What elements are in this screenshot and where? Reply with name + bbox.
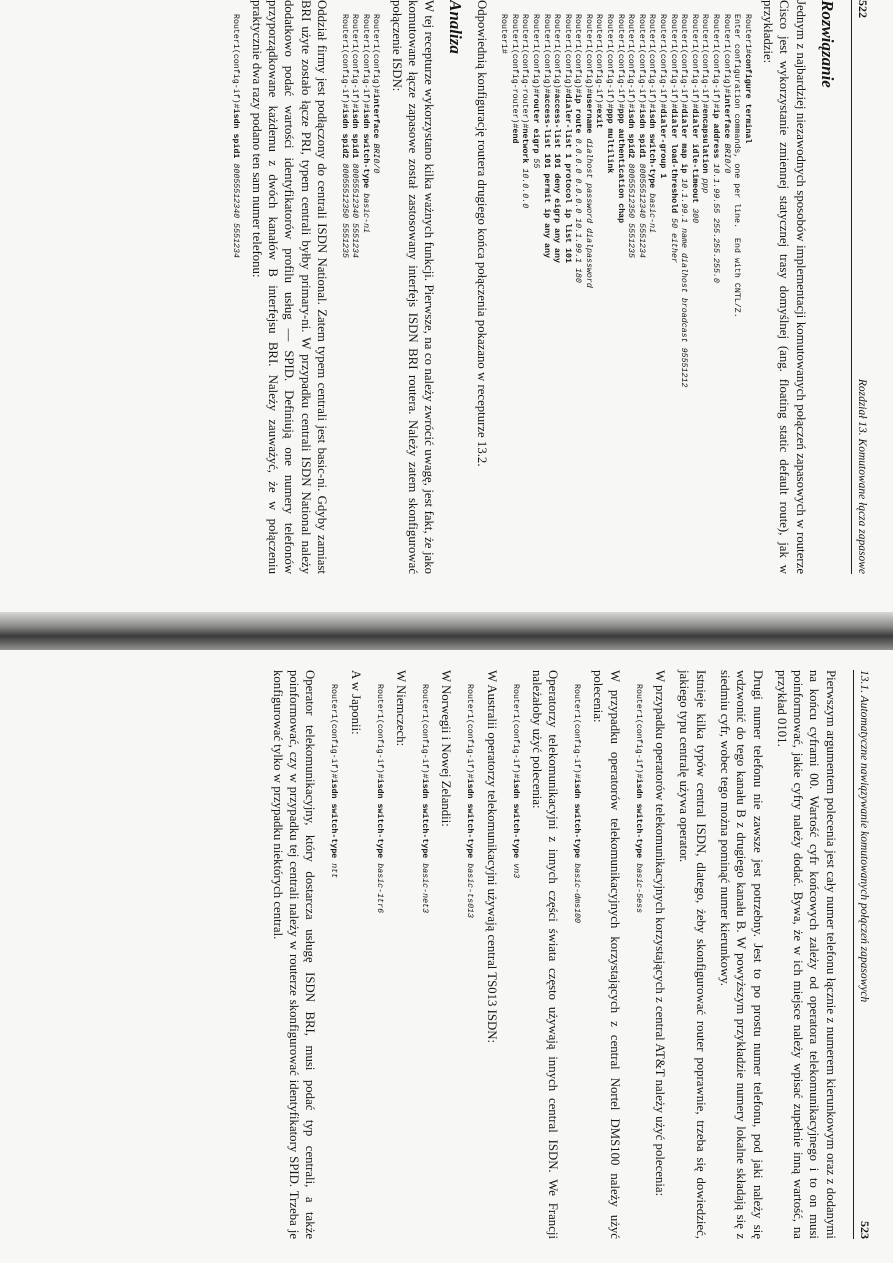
code-nortel: [571, 684, 582, 1239]
config-listing: [498, 14, 752, 574]
config-line: [731, 14, 742, 574]
code-cmd: access-list 101 permit ip any any: [541, 93, 551, 258]
code-prompt: Router1(config-if)#: [668, 14, 678, 109]
switch-type-line: [510, 684, 521, 1239]
isdn-line: [359, 14, 370, 574]
left-page: [0, 0, 893, 618]
code-prompt: Router1(config-if)#: [711, 14, 721, 109]
right-page-number: 523: [858, 1221, 872, 1239]
code-prompt: Router1(config-if)#: [633, 684, 643, 779]
code-arg: basic-ts013: [465, 858, 475, 919]
code-prompt: Router1(config)#: [573, 14, 583, 94]
code-prompt: Router1(config-if)#: [689, 14, 699, 109]
config-line: [699, 14, 710, 574]
code-cmd: dialer load-threshold: [668, 108, 678, 214]
isdn-listing: [338, 14, 380, 574]
code-prompt: Enter configuration commands, one per line. End with CNTL/Z.: [732, 14, 742, 318]
code-prompt: Router1(config)#: [371, 14, 381, 94]
config-line: [561, 14, 572, 574]
code-cmd: isdn switch-type: [647, 108, 657, 189]
code-prompt: Router1(config-router)#: [520, 14, 530, 129]
code-arg: BRI0/0: [721, 138, 731, 174]
config-line: [551, 14, 562, 574]
code-arg: 80055512350 5551235: [626, 158, 636, 258]
code-arg: 80055512340 5551234: [230, 158, 240, 258]
code-arg: vn3: [510, 858, 520, 879]
code-arg: ntt: [329, 858, 339, 879]
isdn-line: [370, 14, 381, 574]
code-prompt: Router1(config-if)#: [419, 684, 429, 779]
code-cmd: interface: [721, 93, 731, 139]
code-cmd: isdn spid1: [230, 108, 240, 159]
code-arg: ppp: [700, 173, 710, 194]
code-prompt: Router1(config-if)#: [339, 14, 349, 109]
code-cmd: isdn spid1: [636, 108, 646, 159]
code-prompt: Router1(config)#: [530, 14, 540, 94]
switch-type-line: [419, 684, 430, 1239]
code-arg: basic-5ess: [633, 858, 643, 914]
code-cmd: encapsulation: [700, 108, 710, 174]
code-cmd: isdn spid1: [350, 108, 360, 159]
paragraph-r8: W Norwegii i Nowej Zelandii:: [439, 670, 454, 827]
code-cmd: isdn switch-type: [510, 778, 520, 859]
isdn-line: [349, 14, 360, 574]
code-prompt: Router1(config-if)#: [230, 14, 240, 109]
code-arg: BRI0/0: [371, 138, 381, 174]
config-line: [688, 14, 699, 574]
paragraph-r4: W przypadku operatorów telekomunikacyjnych korzystających z central AT&T należy użyć polecenia:: [653, 670, 668, 1197]
code-cmd: network: [520, 128, 530, 164]
code-prompt: Router1(config)#: [583, 14, 593, 94]
code-prompt: Router1(config-if)#: [615, 14, 625, 109]
code-arg: 0.0.0.0 0.0.0.0 10.1.99.1 180: [573, 133, 583, 283]
code-prompt: Router1(config-if)#: [647, 14, 657, 109]
code-att: [633, 684, 644, 1239]
code-arg: basic-ni: [360, 188, 370, 234]
code-prompt: Router1(config-if)#: [679, 14, 689, 109]
code-prompt: Router1(config-if)#: [329, 684, 339, 779]
paragraph-other-end: Odpowiednią konfigurację routera drugiego końca połączenia pokazano w recepturze 13.2.: [474, 0, 489, 467]
code-australia: [464, 684, 475, 1239]
code-cmd: isdn switch-type: [572, 778, 582, 859]
config-line: [498, 14, 509, 574]
code-arg: 80055512340 5551234: [636, 158, 646, 258]
code-cmd: access-list 101 deny eigrp any any: [552, 93, 562, 263]
code-cmd: dialer-list 1 protocol ip list 101: [562, 93, 572, 263]
code-cmd: isdn switch-type: [633, 778, 643, 859]
isdn-line: [338, 14, 349, 574]
code-prompt: Router1(config-if)#: [572, 684, 582, 779]
config-line: [678, 14, 689, 574]
config-line: [741, 14, 752, 574]
code-cmd: isdn spid2: [626, 108, 636, 159]
code-prompt: Router1(config-if)#: [605, 14, 615, 109]
code-cmd: router eigrp: [530, 93, 540, 154]
code-prompt: Router1(config)#: [721, 14, 731, 94]
code-prompt: Router1(config)#: [541, 14, 551, 94]
code-prompt: Router1(config-if)#: [626, 14, 636, 109]
code-cmd: exit: [594, 108, 604, 129]
switch-type-line: [328, 684, 339, 1239]
config-line: [625, 14, 636, 574]
config-line: [572, 14, 583, 574]
paragraph-r10: A w Japonii:: [348, 670, 363, 735]
code-cmd: isdn switch-type: [374, 778, 384, 859]
code-norway-nz: [419, 684, 430, 1239]
code-prompt: Router1(config)#: [552, 14, 562, 94]
paragraph-analiza-1: W tej recepturze wykorzystano kilka ważnych funkcji. Pierwsze, na co należy zwrócić uwagę, jest fakt, że jako komutowane łącze zapasowe został zastosowany interfejs ISDN BRI routera. Należy zatem skonfigurować połączenie ISDN:: [389, 0, 437, 574]
code-japan: [328, 684, 339, 1239]
code-cmd: configure terminal: [742, 53, 752, 144]
code-cmd: ip route: [573, 93, 583, 134]
left-page-number: 522: [856, 0, 870, 18]
config-line: [519, 14, 530, 574]
paragraph-r3: Istnieje kilka typów central ISDN, dlatego, żeby skonfigurować router poprawnie, trzeba się dowiedzieć, jakiego typu centralę używa operator.: [677, 670, 708, 1239]
config-line: [540, 14, 551, 574]
code-prompt: Router1(config-if)#: [594, 14, 604, 109]
code-arg: basic-ni: [647, 188, 657, 234]
code-arg: 10.1.99.55 255.255.255.0: [711, 158, 721, 283]
code-cmd: isdn switch-type: [419, 778, 429, 859]
paragraph-intro: Jednym z najbardziej niezawodnych sposobów implementacji komutowanych połączeń zapasowych w routerze Cisco jest wykorzystanie zmiennej statycznej trasy domyślnej (ang. floating static default route), jak w przykładzie:: [761, 0, 808, 574]
paragraph-r5: W przypadku operatorów telekomunikacyjnych korzystających z central Nortel DMS100 należy użyć polecenia:: [591, 670, 622, 1239]
paragraph-r11: Operator telekomunikacyjny, który dostarcza usługę ISDN BRI, musi podać typ centrali, a także poinformować, czy w przypadku tej centrali należy w routerze skonfigurować identyfikatory SPID. Trzeba je konfigurować tylko w przypadku niektórych central.: [270, 670, 318, 1239]
code-cmd: dialer-group 1: [658, 108, 668, 179]
paragraph-r9: W Niemczech:: [393, 670, 408, 747]
spid-code-line: [230, 14, 241, 574]
config-line: [720, 14, 731, 574]
code-germany: [374, 684, 385, 1239]
config-line: [656, 14, 667, 574]
config-line: [604, 14, 615, 574]
code-arg: basic-dms100: [572, 858, 582, 924]
heading-analiza: Analiza: [446, 0, 466, 54]
code-prompt: Router1(config-if)#: [658, 14, 668, 109]
code-cmd: interface: [371, 93, 381, 139]
right-running-header: [853, 670, 873, 1239]
paragraph-r6: Operatorzy telekomunikacyjni z innych części świata często używają innych central ISDN. We Francji należałoby użyć polecenia:: [529, 670, 561, 1239]
code-cmd: ppp multilink: [605, 108, 615, 174]
switch-type-line: [374, 684, 385, 1239]
code-cmd: ip address: [711, 108, 721, 159]
code-arg: basic-1tr6: [374, 858, 384, 914]
code-prompt: Router1#: [742, 14, 752, 54]
code-cmd: isdn switch-type: [465, 778, 475, 859]
paragraph-r1: Pierwszym argumentem polecenia jest cały numer telefonu łącznie z numerem kierunkowym oraz z dodanymi na końcu cyframi 00. Wartość cyfr końcowych zależy od operatora telekomunikacyjnego i to on musi poinformować, jakie cyfry należy dodać. Bywa, że w ich miejsce należy wpisać zupełnie inną wartość, na przykład 0101.: [774, 670, 838, 1239]
config-line: [529, 14, 540, 574]
code-cmd: isdn spid2: [339, 108, 349, 159]
code-cmd: dialer idle-timeout: [689, 108, 699, 204]
code-arg: 300: [689, 203, 699, 224]
code-arg: 10.0.0.0: [520, 163, 530, 209]
code-prompt: Router1(config-if)#: [360, 14, 370, 109]
config-line: [646, 14, 657, 574]
code-prompt: Router1(config-if)#: [636, 14, 646, 109]
code-cmd: isdn switch-type: [360, 108, 370, 189]
code-arg: 10.1.99.1 name dialhost broadcast 95551212: [679, 173, 689, 388]
code-prompt: Router1(config-if)#: [350, 14, 360, 109]
paragraph-analiza-2: Oddział firmy jest podłączony do centrali ISDN National. Zatem typem centrali jest basic-ni. Gdyby zamiast BRI użyte zostało łącze PRI, typem centrali byłby primary-ni. W przypadku centrali ISDN National należy dodatkowo podać wartości identyfikatorów profilu usług — SPID. Definiują one numery telefonów przyporządkowane każdemu z dwóch kanałów B interfejsu BRI. Należy zauważyć, że w połączeniu praktycznie dwa razy podano ten sam numer telefonu:: [249, 0, 329, 574]
spid-line: [230, 14, 241, 574]
code-cmd: isdn switch-type: [329, 778, 339, 859]
code-arg: 55: [530, 153, 540, 169]
paragraph-r2: Drugi numer telefonu nie zawsze jest potrzebny. Jest to po prostu numer telefonu, pod jaki należy się wdzwonić do tego kanału B z drugiego kanału B. W powyższym przykładzie numery lokalne składają się z siedmiu cyfr, wobec tego można pominąć numer kierunkowy.: [717, 670, 765, 1239]
switch-type-line: [633, 684, 644, 1239]
code-cmd: dialer map ip: [679, 108, 689, 174]
code-france: [510, 684, 521, 1239]
code-prompt: Router1(config-if)#: [510, 684, 520, 779]
code-cmd: username: [583, 93, 593, 134]
config-line: [614, 14, 625, 574]
left-running-header: [851, 0, 871, 574]
switch-type-line: [571, 684, 582, 1239]
right-running-title: 13.1. Automatyczne nawiązywanie komutowanych połączeń zapasowych: [858, 670, 870, 1003]
code-arg: 80055512350 5551235: [339, 158, 349, 258]
code-cmd: ppp authentication chap: [615, 108, 625, 224]
code-prompt: Router1#: [499, 14, 509, 54]
code-arg: dialhost password dialpassword: [583, 133, 593, 288]
code-arg: 50 either: [668, 213, 678, 263]
code-arg: basic-net3: [419, 858, 429, 914]
code-prompt: Router1(config-if)#: [374, 684, 384, 779]
config-line: [582, 14, 593, 574]
code-prompt: Router1(config-router)#: [509, 14, 519, 129]
config-line: [709, 14, 720, 574]
heading-rozwiazanie: Rozwiązanie: [817, 0, 837, 88]
code-prompt: Router1(config)#: [562, 14, 572, 94]
config-line: [508, 14, 519, 574]
code-prompt: Router1(config-if)#: [700, 14, 710, 109]
right-page: [0, 650, 893, 1263]
switch-type-line: [464, 684, 475, 1239]
paragraph-r7: W Australii operatorzy telekomunikacyjni używają central TS013 ISDN:: [484, 670, 499, 1044]
code-prompt: Router1(config-if)#: [465, 684, 475, 779]
left-running-title: Rozdział 13. Komutowane łącza zapasowe: [856, 378, 868, 574]
config-line: [635, 14, 646, 574]
code-cmd: end: [509, 128, 519, 144]
config-line: [667, 14, 678, 574]
code-arg: 80055512340 5551234: [350, 158, 360, 258]
config-line: [593, 14, 604, 574]
